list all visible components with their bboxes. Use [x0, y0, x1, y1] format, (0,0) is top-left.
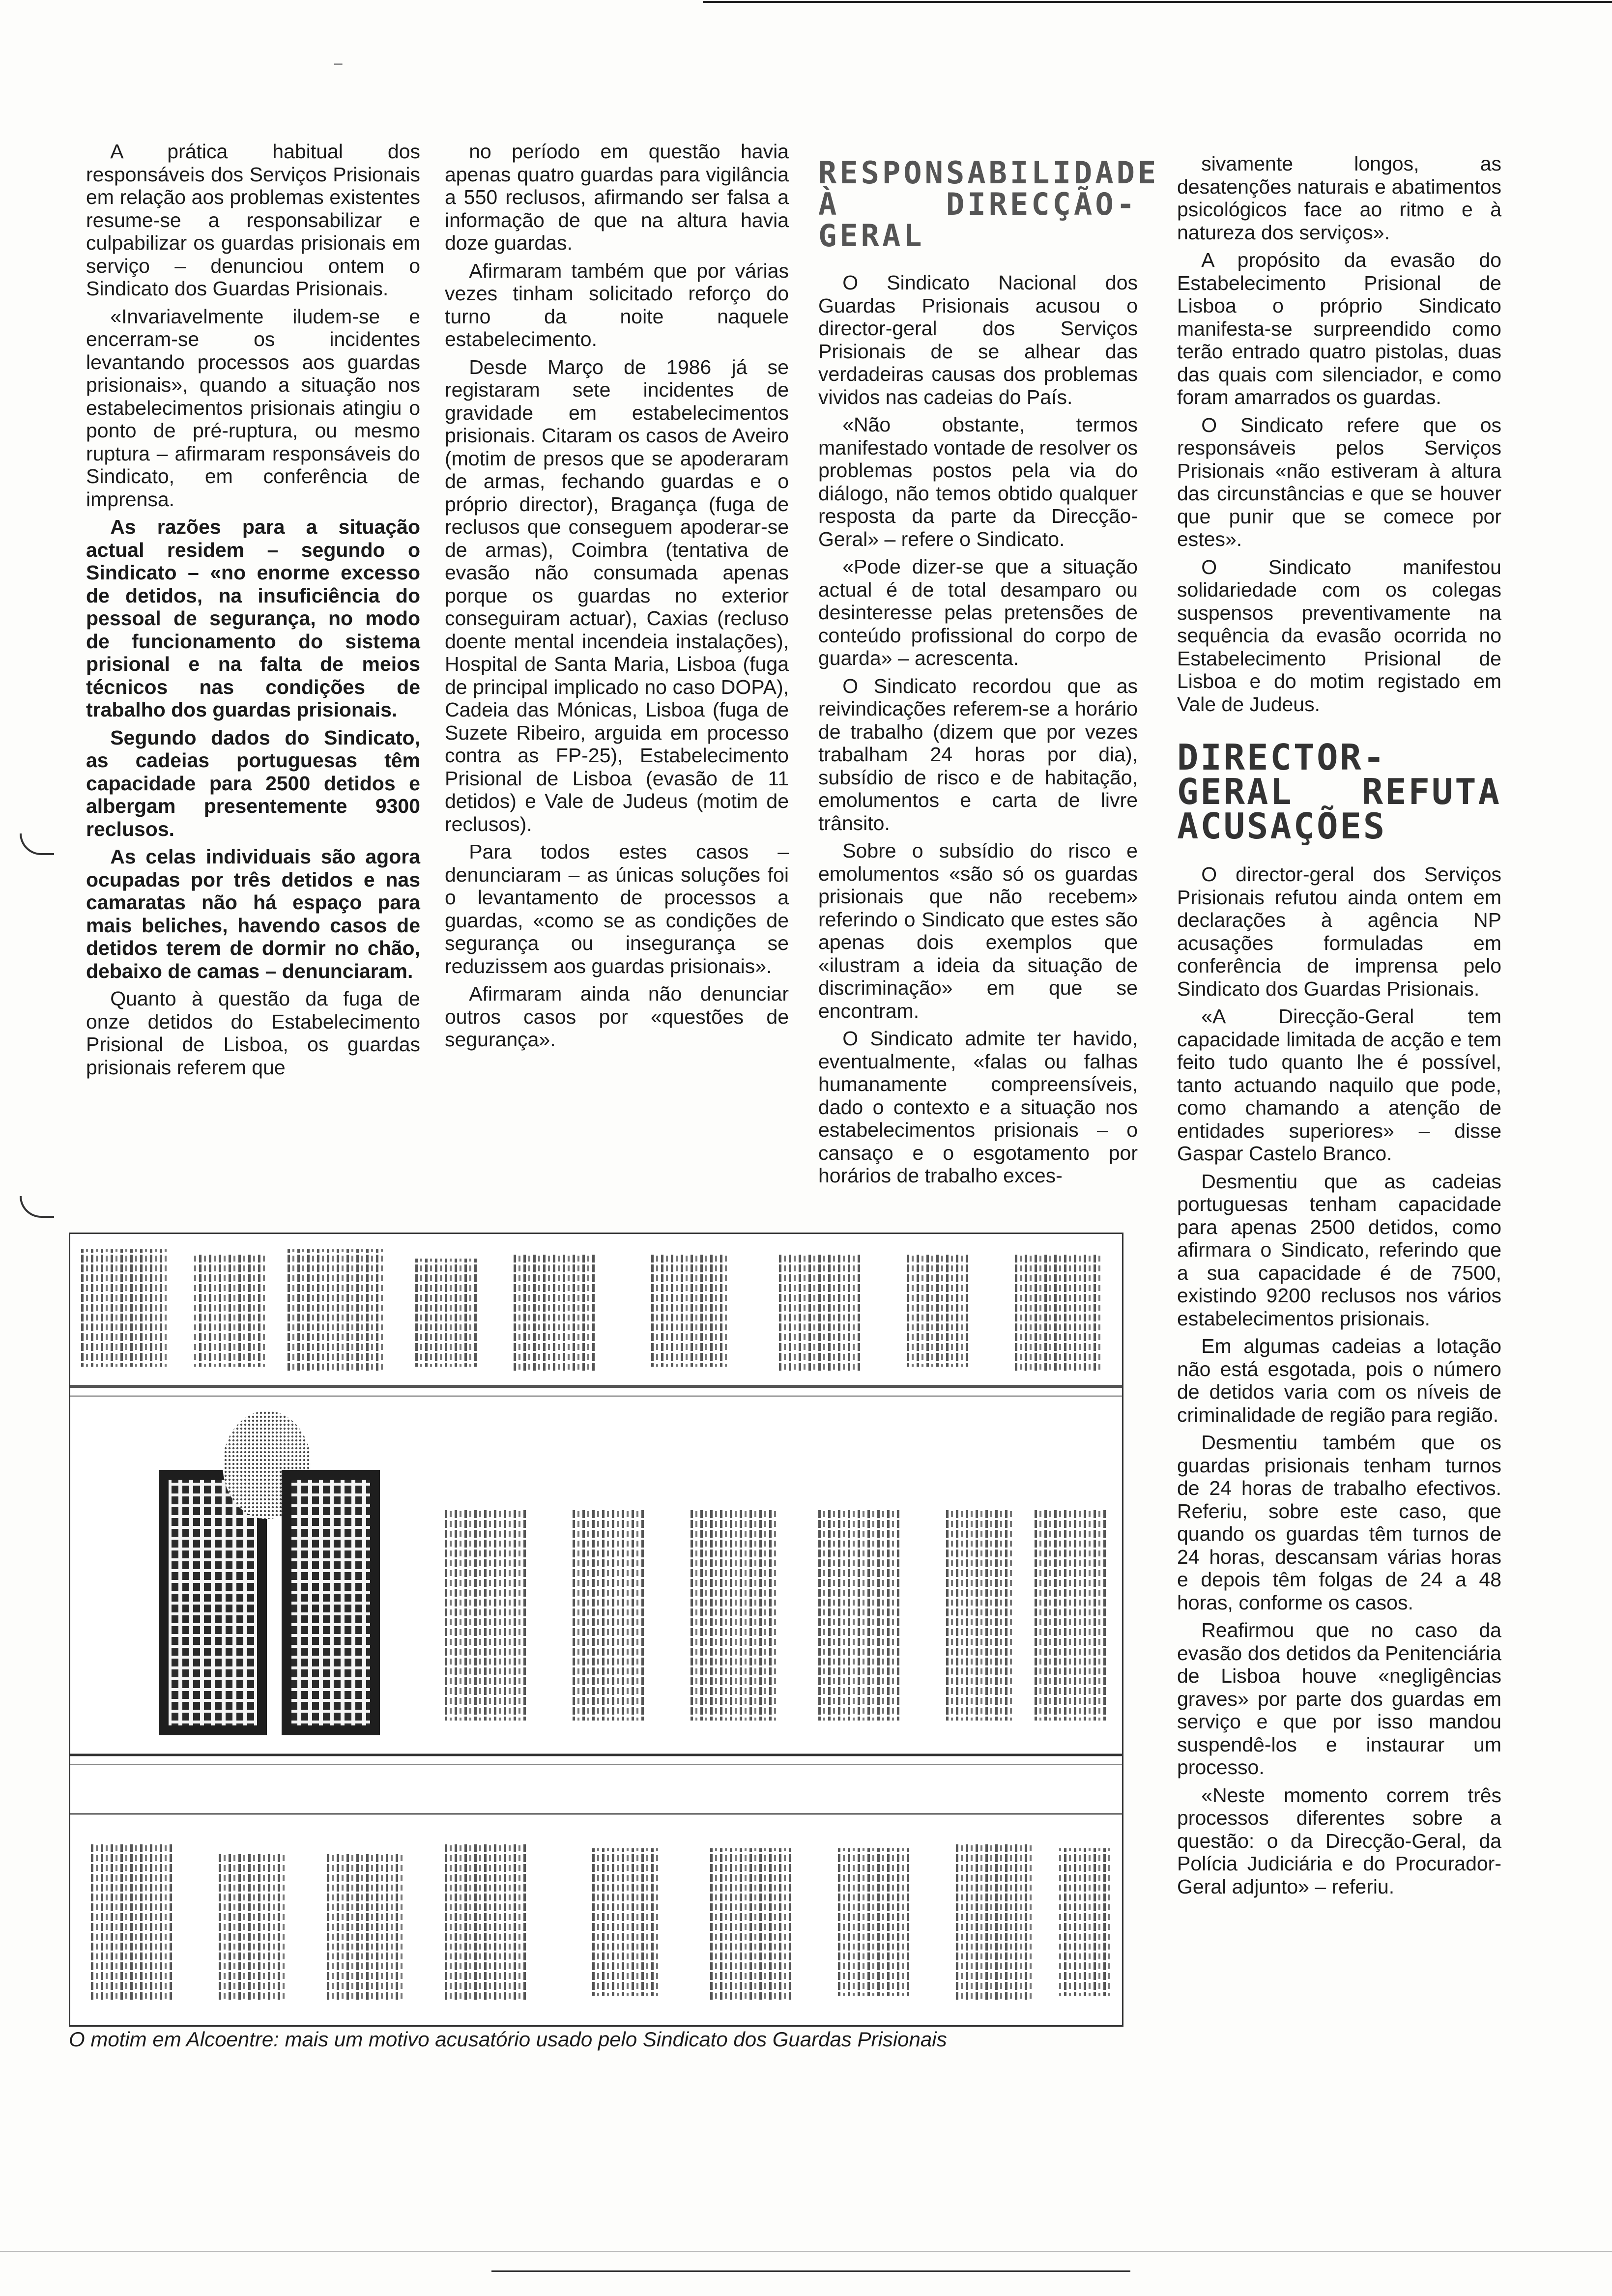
paragraph: Reafirmou que no caso da evasão dos detidos da Penitenciária de Lisboa houve «negligências graves» por parte dos guardas em serviço e que por isso mandou suspendê-los e instaurar um processo. [1177, 1619, 1501, 1779]
paragraph: «Invariavelmente iludem-se e encerram-se os incidentes levantando processos aos guardas prisionais», quando a situação nos estabelecimentos prisionais atingiu o ponto de pré-ruptura, ou mesmo ruptura – afirmaram responsáveis do Sindicato, em conferência de imprensa. [86, 305, 420, 511]
paragraph: As razões para a situação actual residem – segundo o Sindicato – «no enorme excesso de detidos, na insuficiência do pessoal de segurança, no modo de funcionamento do sistema prisional e na falta de meios técnicos nas condições de trabalho dos guardas prisionais. [86, 516, 420, 721]
prison-building-illustration [70, 1234, 1122, 2025]
punch-hole-mark [20, 1196, 54, 1218]
paragraph: sivamente longos, as desatenções naturais e abatimentos psicológicos face ao ritmo e à natureza dos serviços». [1177, 152, 1501, 244]
scan-speck: – [334, 55, 343, 71]
article-column-2 [445, 140, 789, 1056]
scan-border-line [703, 1, 1612, 3]
window-row-top [80, 1249, 1102, 1372]
photo-caption: O motim em Alcoentre: mais um motivo acusatório usado pelo Sindicato dos Guardas Prisionais [69, 2028, 947, 2051]
paragraph: Sobre o subsídio do risco e emolumentos «são só os guardas prisionais que não recebem» referindo o Sindicato que estes são apenas dois exemplos que «ilustram a ideia da situação de discriminação» em que se encontram. [818, 839, 1138, 1022]
paragraph: O director-geral dos Serviços Prisionais refutou ainda ontem em declarações à agência NP acusações formuladas em conferência de imprensa pelo Sindicato dos Guardas Prisionais. [1177, 863, 1501, 1000]
paragraph: «Pode dizer-se que a situação actual é de total desamparo ou desinteresse pelas pretensões de conteúdo profissional do corpo de guarda» – acrescenta. [818, 555, 1138, 669]
article-column-3 [818, 155, 1159, 1192]
paragraph: O Sindicato refere que os responsáveis pelos Serviços Prisionais «não estiveram à altura das circunstâncias e que se houver que punir que se comece por estes». [1177, 413, 1501, 550]
article-column-4 [1177, 152, 1501, 1903]
paragraph: Segundo dados do Sindicato, as cadeias portuguesas têm capacidade para 2500 detidos e albergam presentemente 9300 reclusos. [86, 726, 420, 840]
paragraph: no período em questão havia apenas quatro guardas para vigilância a 550 reclusos, afirmando ser falsa a informação de que na altura havia doze guardas. [445, 140, 789, 254]
paragraph: Afirmaram também que por várias vezes tinham solicitado reforço do turno da noite naquele estabelecimento. [445, 259, 789, 350]
paragraph: O Sindicato recordou que as reivindicações referem-se a horário de trabalho (dizem que por vezes trabalham 24 horas por dia), subsídio de risco e de habitação, emolumentos e carta de livre trânsito. [818, 674, 1138, 834]
paragraph: Para todos estes casos – denunciaram – as únicas soluções foi o levantamento de processos a guardas, «como se as condições de segurança ou insegurança se reduzissem aos guardas prisionais». [445, 840, 789, 977]
paragraph: As celas individuais são agora ocupadas por três detidos e nas camaratas não há espaço para mais beliches, havendo casos de detidos terem de dormir no chão, debaixo de camas – denunciaram. [86, 845, 420, 982]
paragraph: Quanto à questão da fuga de onze detidos do Estabelecimento Prisional de Lisboa, os guardas prisionais referem que [86, 987, 420, 1079]
section-heading: DIRECTOR-GERAL REFUTA ACUSAÇÕES [1177, 737, 1501, 847]
news-photo [69, 1233, 1123, 2027]
window-row-bottom [90, 1843, 1112, 2001]
paragraph: Em algumas cadeias a lotação não está esgotada, pois o número de detidos varia com os níveis de criminalidade de região para região. [1177, 1335, 1501, 1426]
paragraph: Desmentiu também que os guardas prisionais tenham turnos de 24 horas de trabalho efectivos. Referiu, sobre este caso, que quando os guardas têm turnos de 24 horas, descansam várias horas e depois têm folgas de 24 a 48 horas, conforme os casos. [1177, 1431, 1501, 1614]
paragraph: «A Direcção-Geral tem capacidade limitada de acção e tem feito tudo quanto lhe é possível, tanto actuando naquilo que pode, como chamando a atenção de entidades superiores» – disse Gaspar Castelo Branco. [1177, 1005, 1501, 1165]
article-column-1 [86, 140, 420, 1084]
section-heading: RESPONSABILIDADE À DIRECÇÃO-GERAL [818, 155, 1159, 254]
paragraph: Desde Março de 1986 já se registaram sete incidentes de gravidade em estabelecimentos prisionais. Citaram os casos de Aveiro (motim de presos que se apoderaram de armas, fechando guardas e o próprio director), Bragança (fuga de reclusos que conseguem apoderar-se de armas), Coimbra (tentativa de evasão não consumada apenas porque os guardas no exterior conseguiram actuar), Caxias (recluso doente mental incendeia instalações), Hospital de Santa Maria, Lisboa (fuga de principal implicado no caso DOPA), Cadeia das Mónicas, Lisboa (fuga de Suzete Ribeiro, arguida em processo contra as FP-25), Estabelecimento Prisional de Lisboa (evasão de 11 detidos) e Vale de Judeus (motim de reclusos). [445, 355, 789, 835]
paragraph: «Neste momento correm três processos diferentes sobre a questão: o da Direcção-Geral, da Polícia Judiciária e do Procurador-Geral adjunto» – referiu. [1177, 1783, 1501, 1898]
paragraph: A propósito da evasão do Estabelecimento Prisional de Lisboa o próprio Sindicato manifesta-se surpreendido como terão entrado quatro pistolas, duas das quais com silenciador, e como foram amarrados os guardas. [1177, 249, 1501, 408]
scan-border-line [491, 2270, 1130, 2272]
punch-hole-mark [20, 833, 54, 855]
paragraph: Desmentiu que as cadeias portuguesas tenham capacidade para apenas 2500 detidos, como afirmara o Sindicato, referindo que a sua capacidade é de 7500, existindo 9200 reclusos nos vários estabelecimentos prisionais. [1177, 1170, 1501, 1330]
paragraph: «Não obstante, termos manifestado vontade de resolver os problemas postos pela via do diálogo, não temos obtido qualquer resposta da parte da Direcção-Geral» – refere o Sindicato. [818, 413, 1138, 550]
paragraph: O Sindicato Nacional dos Guardas Prisionais acusou o director-geral dos Serviços Prisionais de se alhear das verdadeiras causas dos problemas vividos nas cadeias do País. [818, 271, 1138, 408]
paragraph: A prática habitual dos responsáveis dos Serviços Prisionais em relação aos problemas existentes resume-se a responsabilizar e culpabilizar os guardas prisionais em serviço – denunciou ontem o Sindicato dos Guardas Prisionais. [86, 140, 420, 300]
paragraph: Afirmaram ainda não denunciar outros casos por «questões de segurança». [445, 982, 789, 1051]
paragraph: O Sindicato manifestou solidariedade com os colegas suspensos preventivamente na sequência da evasão ocorrida no Estabelecimento Prisional de Lisboa e do motim registado em Vale de Judeus. [1177, 555, 1501, 716]
paragraph: O Sindicato admite ter havido, eventualmente, «falas ou falhas humanamente compreensíveis, dado o contexto e a situação nos estabelecimentos prisionais – o cansaço e o esgotamento por horários de trabalho exces- [818, 1027, 1138, 1187]
scan-border-line [0, 2251, 1612, 2252]
